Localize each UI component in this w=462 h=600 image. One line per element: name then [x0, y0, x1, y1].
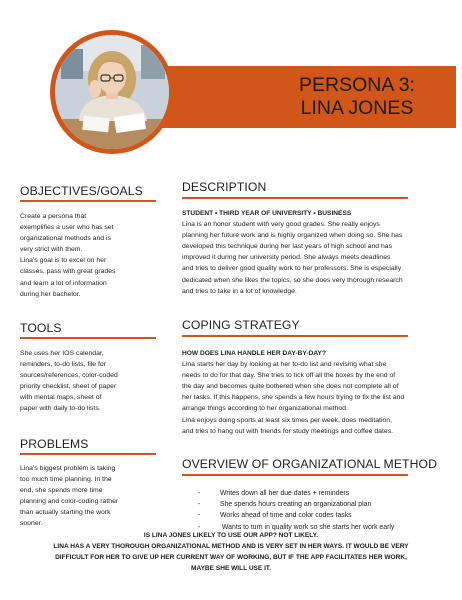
objectives-heading: OBJECTIVES/GOALS [20, 184, 143, 198]
dash-bullet-icon: - [198, 512, 201, 520]
objectives-rule [20, 200, 156, 202]
objectives-line: Create a persona that [20, 213, 87, 220]
dash-bullet-icon: - [198, 501, 201, 509]
description-heading: DESCRIPTION [182, 180, 267, 194]
problems-line: than actually starting the work [20, 509, 111, 517]
tools-line: She uses her IOS calendar, [20, 350, 104, 357]
problems-text [20, 463, 118, 530]
coping-line: the day and becomes quite bothered when she does not complete all of [182, 383, 399, 391]
objectives-line: and learn a lot of information [20, 279, 107, 287]
list-item [198, 510, 394, 521]
problems-line: sooner. [20, 520, 43, 528]
tools-rule [20, 337, 156, 339]
description-line: planning her future work and is highly organized when doing so. She has [182, 232, 403, 240]
overview-item: Works ahead of time and color codes tasks [220, 512, 352, 520]
overview-list [198, 488, 394, 533]
tools-line: sources/references, color-coded [20, 372, 118, 380]
objectives-text [20, 211, 115, 300]
objectives-line: exemplifies a user who has set [20, 224, 114, 232]
problems-line: Lina’s biggest problem is taking [20, 465, 116, 472]
list-item [198, 488, 394, 499]
objectives-line: Lina’s goal is to excel on her [20, 257, 107, 265]
coping-subheading: HOW DOES LINA HANDLE HER DAY-BY-DAY? [182, 350, 326, 357]
description-line: Lina is an honor student with very good grades. She really enjoys [182, 221, 380, 229]
coping-line: needs to do for that day. She tries to tick off all the boxes by the end of [182, 372, 396, 380]
objectives-line: very strict with them. [20, 246, 83, 254]
description-text [182, 208, 403, 297]
coping-line: and tries to hang out with friends for study meetings and coffee dates. [182, 427, 394, 435]
conclusion-question: IS LINA JONES LIKELY TO USE OUR APP? NOT LIKELY. [143, 532, 319, 539]
coping-line: Lina starts her day by looking at her to-do list and revising what she [182, 361, 387, 369]
dash-bullet-icon: - [198, 523, 201, 531]
overview-item: Writes down all her due dates + reminders [220, 490, 350, 497]
overview-item: Wants to turn in quality work so she starts her work early [220, 523, 395, 531]
tools-line: paper with daily to-do lists. [20, 405, 101, 413]
tools-line: reminders, to-do lists, file for [20, 361, 106, 369]
problems-heading: PROBLEMS [20, 437, 89, 451]
problems-line: planning and color-coding rather [20, 498, 119, 506]
coping-text [182, 348, 404, 437]
persona-title-line1: PERSONA 3: [299, 74, 415, 96]
list-item [198, 499, 394, 510]
coping-rule [182, 335, 408, 337]
coping-line: her tasks. If this happens, she spends a few hours trying to fix the list and [182, 394, 405, 402]
objectives-line: during her bachelor. [20, 290, 81, 298]
conclusion-line: DIFFICULT FOR HER TO GIVE UP HER CURRENT WAY OF WORKING, BUT IF THE APP FACILITATES HER WORK, [55, 554, 407, 561]
description-line: improved it during her university period. She always meets deadlines [182, 254, 391, 262]
objectives-line: classes, pass with great grades [20, 268, 116, 276]
description-rule [182, 197, 408, 199]
tools-heading: TOOLS [20, 321, 62, 335]
problems-line: end, she spends more time [20, 487, 103, 495]
overview-item: She spends hours creating an organizational plan [220, 501, 372, 509]
tools-line: with mental maps, sheet of [20, 394, 102, 402]
description-line: and tries to take in a lot of knowledge. [182, 287, 297, 295]
coping-line: arrange things according to her organizational method. [182, 405, 348, 413]
coping-heading: COPING STRATEGY [182, 318, 300, 332]
problems-rule [20, 453, 156, 455]
description-line: developed this technique during her last years of high school and has [182, 243, 393, 251]
tools-line: priority checklist, sheet of paper [20, 383, 117, 391]
overview-heading: OVERVIEW OF ORGANIZATIONAL METHOD [182, 457, 437, 471]
persona-title-line2: LINA JONES [300, 97, 414, 119]
persona-title [292, 74, 422, 120]
problems-line: too much time planning. In the [20, 476, 112, 484]
persona-photo-illustration [55, 35, 169, 149]
coping-line: Lina enjoys doing sports at least six times per week, does meditation, [182, 416, 392, 424]
dash-bullet-icon: - [198, 490, 201, 497]
description-line: dedicated when she likes the topics, so she does very thorough research [182, 276, 403, 284]
description-line: and tries to deliver good quality work to her professors. She is especially [182, 265, 402, 273]
conclusion-line: LINA HAS A VERY THOROUGH ORGANIZATIONAL METHOD AND IS VERY SET IN HER WAYS. IT WOULD BE VERY [53, 543, 409, 550]
objectives-line: organizational methods and is [20, 235, 111, 243]
conclusion-block [20, 530, 442, 574]
description-subheading: STUDENT • THIRD YEAR OF UNIVERSITY • BUSINESS [182, 210, 352, 217]
persona-photo [55, 35, 169, 149]
tools-text [20, 348, 118, 415]
overview-rule [182, 474, 408, 476]
conclusion-line: MAYBE SHE WILL USE IT. [190, 565, 272, 572]
